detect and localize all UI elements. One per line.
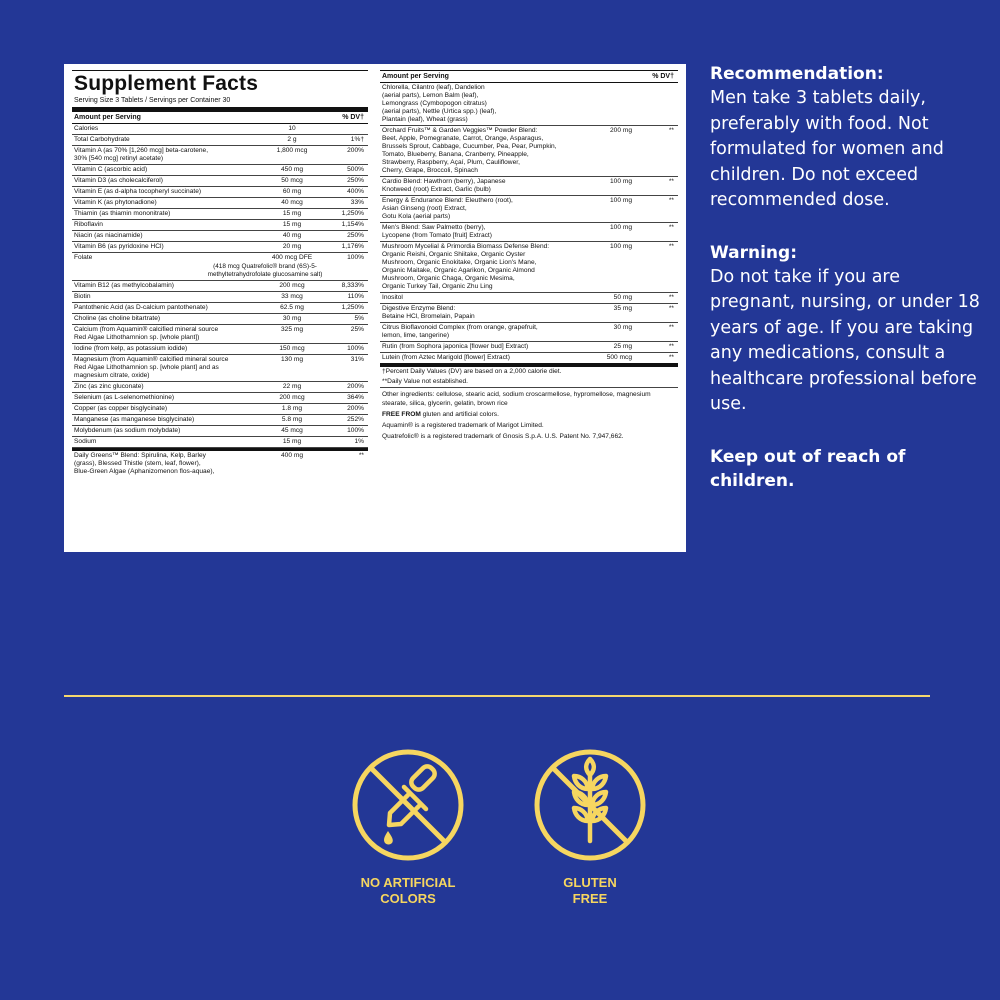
nutrient-dv: 100% [347,427,364,434]
nutrient-dv: 110% [347,293,364,300]
nutrient-row [72,344,368,355]
nutrient-name: Vitamin B6 (as pyridoxine HCl) [74,243,164,250]
nutrient-row [72,231,368,242]
nutrient-name: Digestive Enzyme Blend: Betaine HCl, Bromelain, Papain [382,305,475,320]
nutrient-name: Calcium (from Aquamin® calcified mineral source Red Algae Lithothamnion sp. [whole plant]) [74,326,219,341]
nutrient-row [72,198,368,209]
nutrient-name: Sodium [74,438,97,445]
folate-row [72,253,368,281]
nutrient-name: Daily Greens™ Blend: Spirulina, Kelp, Barley (grass), Blessed Thistle (stem, leaf, flower), Blue-Green Algae (Aphanizomenon flos-aquae), [74,452,215,475]
nutrient-amount: 15 mg [282,210,302,217]
nutrient-row [72,314,368,325]
nutrient-row [72,382,368,393]
nutrient-name: Vitamin B12 (as methylcobalamin) [74,282,174,289]
nutrient-amount: 5.8 mg [281,416,303,423]
nutrient-name: Lutein (from Aztec Marigold [flower] Extract) [382,354,510,361]
nutrient-amount: 60 mg [282,188,302,195]
nutrient-row [380,177,678,196]
nutrient-name: Vitamin D3 (as cholecalciferol) [74,177,163,184]
nutrient-name: Rutin (from Sophora japonica [flower bud] Extract) [382,343,529,350]
nutrient-dv: 8,333% [341,282,364,289]
nutrient-dv: 1,176% [341,243,364,250]
nutrient-row [72,242,368,253]
nutrient-dv: 25% [350,326,364,333]
nutrient-row [380,242,678,293]
nutrient-row [380,353,678,367]
nutrient-name: Mushroom Mycelial & Primordia Biomass Defense Blend: Organic Reishi, Organic Shiitake, Organic Oyster Mushroom, Organic Enokitake, Organic Lion's Mane, Organic Maitake, Organic Agarikon, Organic Almond Mushroom, Organic Chaga, Organic Mesima, Organic Turkey Tail, Organic Zhu Ling [382,243,550,290]
nutrient-dv: 400% [347,188,364,195]
no-dropper-icon [348,745,468,865]
nutrient-amount: 20 mg [282,243,302,250]
facts-header [72,112,368,124]
nutrient-row [72,220,368,231]
facts-header-cont [380,70,678,83]
nutrient-name: Riboflavin [74,221,103,228]
nutrient-name: Magnesium (from Aquamin® calcified mineral source Red Algae Lithothamnion sp. [whole plant] and as magnesium citrate, oxide) [74,356,229,379]
nutrient-row [380,304,678,323]
nutrient-dv: ** [358,452,364,459]
nutrient-row [72,292,368,303]
amount-per-serving-header: Amount per Serving [382,73,449,80]
nutrient-amount: 62.5 mg [280,304,304,311]
nutrient-name: Total Carbohydrate [74,136,130,143]
nutrient-amount: 100 mg [610,224,632,231]
recommendation-text: Men take 3 tablets daily, preferably with food. Not formulated for women and children. Do not exceed recommended dose. [710,88,944,210]
daily-greens-row [72,448,368,477]
nutrient-amount: 100 mg [610,197,632,204]
nutrient-name: Folate [74,254,93,261]
badge-no-artificial-colors [338,745,478,907]
footnote-not-established: **Daily Value not established. [380,377,678,388]
serving-info: Serving Size 3 Tablets / Servings per Container 30 [72,96,368,112]
nutrient-dv: 250% [347,177,364,184]
nutrient-amount: 2 g [287,136,297,143]
nutrient-name: Vitamin A (as 70% [1,260 mcg] beta-carotene, 30% [540 mcg] retinyl acetate) [74,147,209,162]
supplement-facts-title: Supplement Facts [74,72,259,95]
nutrient-dv: 252% [347,416,364,423]
nutrient-amount: 500 mcg [606,354,632,361]
nutrient-dv: ** [668,224,674,231]
nutrient-amount: 325 mg [281,326,303,333]
nutrient-name: Vitamin E (as d-alpha tocopheryl succinate) [74,188,202,195]
usage-text [710,62,980,493]
nutrient-row [380,342,678,353]
nutrient-row [72,437,368,448]
nutrient-dv: 1% [354,438,364,445]
nutrient-amount: 150 mcg [279,345,305,352]
nutrient-row [72,415,368,426]
nutrient-row [72,393,368,404]
nutrient-name: Choline (as choline bitartrate) [74,315,161,322]
nutrient-row [72,281,368,292]
nutrient-dv: 1,154% [341,221,364,228]
nutrient-amount: 200 mg [610,127,632,134]
blend-rows [380,83,678,367]
nutrient-dv: ** [668,343,674,350]
nutrient-dv: ** [668,197,674,204]
nutrient-amount: 15 mg [282,438,302,445]
badge-gluten-free [520,745,660,907]
nutrient-amount: 50 mcg [281,177,303,184]
keep-out-of-reach: Keep out of reach of children. [710,446,906,491]
nutrient-dv: ** [668,178,674,185]
nutrient-name: Pantothenic Acid (as D-calcium pantothenate) [74,304,208,311]
dv-header: % DV† [342,114,364,121]
nutrient-amount: 25 mg [613,343,632,350]
nutrient-row [72,325,368,344]
nutrient-row [380,126,678,177]
supplement-facts-left-column [72,70,368,547]
supplement-facts-panel [64,64,686,552]
nutrient-amount: 1,800 mcg [276,147,308,154]
footnote-dv: †Percent Daily Values (DV) are based on a 2,000 calorie diet. [382,368,562,375]
nutrient-row [72,303,368,314]
nutrient-amount: 30 mg [282,315,302,322]
nutrient-amount: 40 mg [282,232,302,239]
nutrient-amount: 40 mcg [281,199,303,206]
quatrefolic-trademark: Quatrefolic® is a registered trademark of Gnosis S.p.A. U.S. Patent No. 7,947,662. [382,433,624,440]
badge-label: GLUTEN FREE [563,875,617,906]
nutrient-rows-b [72,281,368,448]
nutrient-name: Men's Blend: Saw Palmetto (berry), Lycopene (from Tomato [fruit] Extract) [382,224,492,239]
nutrient-amount: 100 mg [610,178,632,185]
nutrient-name: Niacin (as niacinamide) [74,232,143,239]
nutrient-amount: 15 mg [282,221,302,228]
nutrient-dv: 100% [347,254,364,261]
nutrient-dv: 200% [347,147,364,154]
nutrient-amount: 1.8 mg [281,405,303,412]
nutrient-dv: 200% [347,383,364,390]
nutrient-amount: 400 mcg DFE [271,254,313,261]
warning-text: Do not take if you are pregnant, nursing, or under 18 years of age. If you are taking any medications, consult a healthcare professional before use. [710,266,980,414]
nutrient-name: Thiamin (as thiamin mononitrate) [74,210,171,217]
nutrient-row [380,323,678,342]
free-from-bold: FREE FROM [382,411,421,418]
nutrient-name: Cardio Blend: Hawthorn (berry), Japanese Knotweed (root) Extract, Garlic (bulb) [382,178,506,193]
nutrient-name: Citrus Bioflavonoid Complex (from orange, grapefruit, lemon, lime, tangerine) [382,324,538,339]
nutrient-amount: 200 mcg [279,282,305,289]
nutrient-dv: 364% [347,394,364,401]
nutrient-amount: 200 mcg [279,394,305,401]
nutrient-amount: 30 mg [613,324,632,331]
nutrient-dv: ** [668,294,674,301]
nutrient-name: Copper (as copper bisglycinate) [74,405,168,412]
nutrient-name: Vitamin C (ascorbic acid) [74,166,148,173]
free-from [380,408,678,419]
nutrient-dv: ** [668,354,674,361]
nutrient-name: Zinc (as zinc gluconate) [74,383,144,390]
nutrient-amount: 35 mg [613,305,632,312]
nutrient-rows-a [72,124,368,253]
nutrient-amount: 10 [288,125,296,132]
nutrient-row [72,426,368,437]
nutrient-name: Biotin [74,293,91,300]
nutrient-name: Calories [74,125,99,132]
nutrient-dv: 200% [347,405,364,412]
nutrient-row [72,187,368,198]
nutrient-name: Selenium (as L-selenomethionine) [74,394,175,401]
nutrient-row [380,83,678,126]
free-from-text: gluten and artificial colors. [420,411,499,418]
nutrient-amount: 450 mg [281,166,303,173]
nutrient-name: Molybdenum (as sodium molybdate) [74,427,181,434]
nutrient-row [72,165,368,176]
nutrient-row [72,124,368,135]
nutrient-amount: 400 mg [281,452,303,459]
nutrient-row [380,196,678,223]
aquamin-trademark: Aquamin® is a registered trademark of Marigot Limited. [382,422,544,429]
nutrient-row [380,223,678,242]
supplement-facts-right-column [380,70,678,546]
nutrient-row [72,176,368,187]
nutrient-row [72,135,368,146]
amount-per-serving-header: Amount per Serving [74,114,141,121]
nutrient-amount: 45 mcg [281,427,303,434]
dv-header: % DV† [652,73,674,80]
nutrient-amount: 100 mg [610,243,632,250]
nutrient-dv: 100% [347,345,364,352]
nutrient-dv: 31% [350,356,364,363]
nutrient-amount: 50 mg [613,294,632,301]
nutrient-row [380,293,678,304]
no-wheat-icon [530,745,650,865]
nutrient-dv: 1,250% [341,304,364,311]
folate-detail: (418 mcg Quatrefolic® brand (6S)-5- methyltetrahydrofolate glucosamine salt) [207,263,323,278]
nutrient-dv: ** [668,243,674,250]
nutrient-name: Orchard Fruits™ & Garden Veggies™ Powder Blend: Beet, Apple, Pomegranate, Carrot, Orange, Asparagus, Brussels Sprout, Cabbage, Cucumber, Pea, Pear, Pumpkin, Tomato, Blueberry, Banana, Cranberry, Pineapple, Strawberry, Raspberry, Açaí, Plum, Cauliflower, Cherry, Grape, Broccoli, Spinach [382,127,557,174]
nutrient-row [72,355,368,382]
recommendation-heading: Recommendation: [710,64,884,84]
nutrient-name: Iodine (from kelp, as potassium iodide) [74,345,188,352]
nutrient-dv: 1,250% [341,210,364,217]
nutrient-name: Inositol [382,294,403,301]
nutrient-name: Manganese (as manganese bisglycinate) [74,416,195,423]
warning-heading: Warning: [710,242,798,263]
nutrient-dv: ** [668,324,674,331]
nutrient-dv: 5% [354,315,364,322]
nutrient-dv: ** [668,305,674,312]
divider-line [64,695,930,697]
other-ingredients: Other ingredients: cellulose, stearic acid, sodium croscarmellose, hypromellose, magnesium stearate, silica, glycerin, gelatin, brown rice [382,391,651,407]
nutrient-dv: 1%† [350,136,364,143]
nutrient-row [72,404,368,415]
nutrient-dv: 33% [350,199,364,206]
nutrient-name: Chlorella, Cilantro (leaf), Dandelion (aerial parts), Lemon Balm (leaf), Lemongrass (Cymbopogon citratus) (aerial parts), Nettle (Urtica spp.) (leaf), Plantain (leaf), Wheat (grass) [382,84,497,123]
nutrient-row [72,146,368,165]
nutrient-name: Energy & Endurance Blend: Eleuthero (root), Asian Ginseng (root) Extract, Gotu Kola (aerial parts) [382,197,513,220]
nutrient-amount: 22 mg [282,383,302,390]
badge-label: NO ARTIFICIAL COLORS [360,875,456,906]
nutrient-name: Vitamin K (as phytonadione) [74,199,157,206]
nutrient-dv: 250% [347,232,364,239]
nutrient-amount: 130 mg [281,356,303,363]
nutrient-dv: 500% [347,166,364,173]
nutrient-amount: 33 mcg [281,293,303,300]
nutrient-dv: ** [668,127,674,134]
nutrient-row [72,209,368,220]
